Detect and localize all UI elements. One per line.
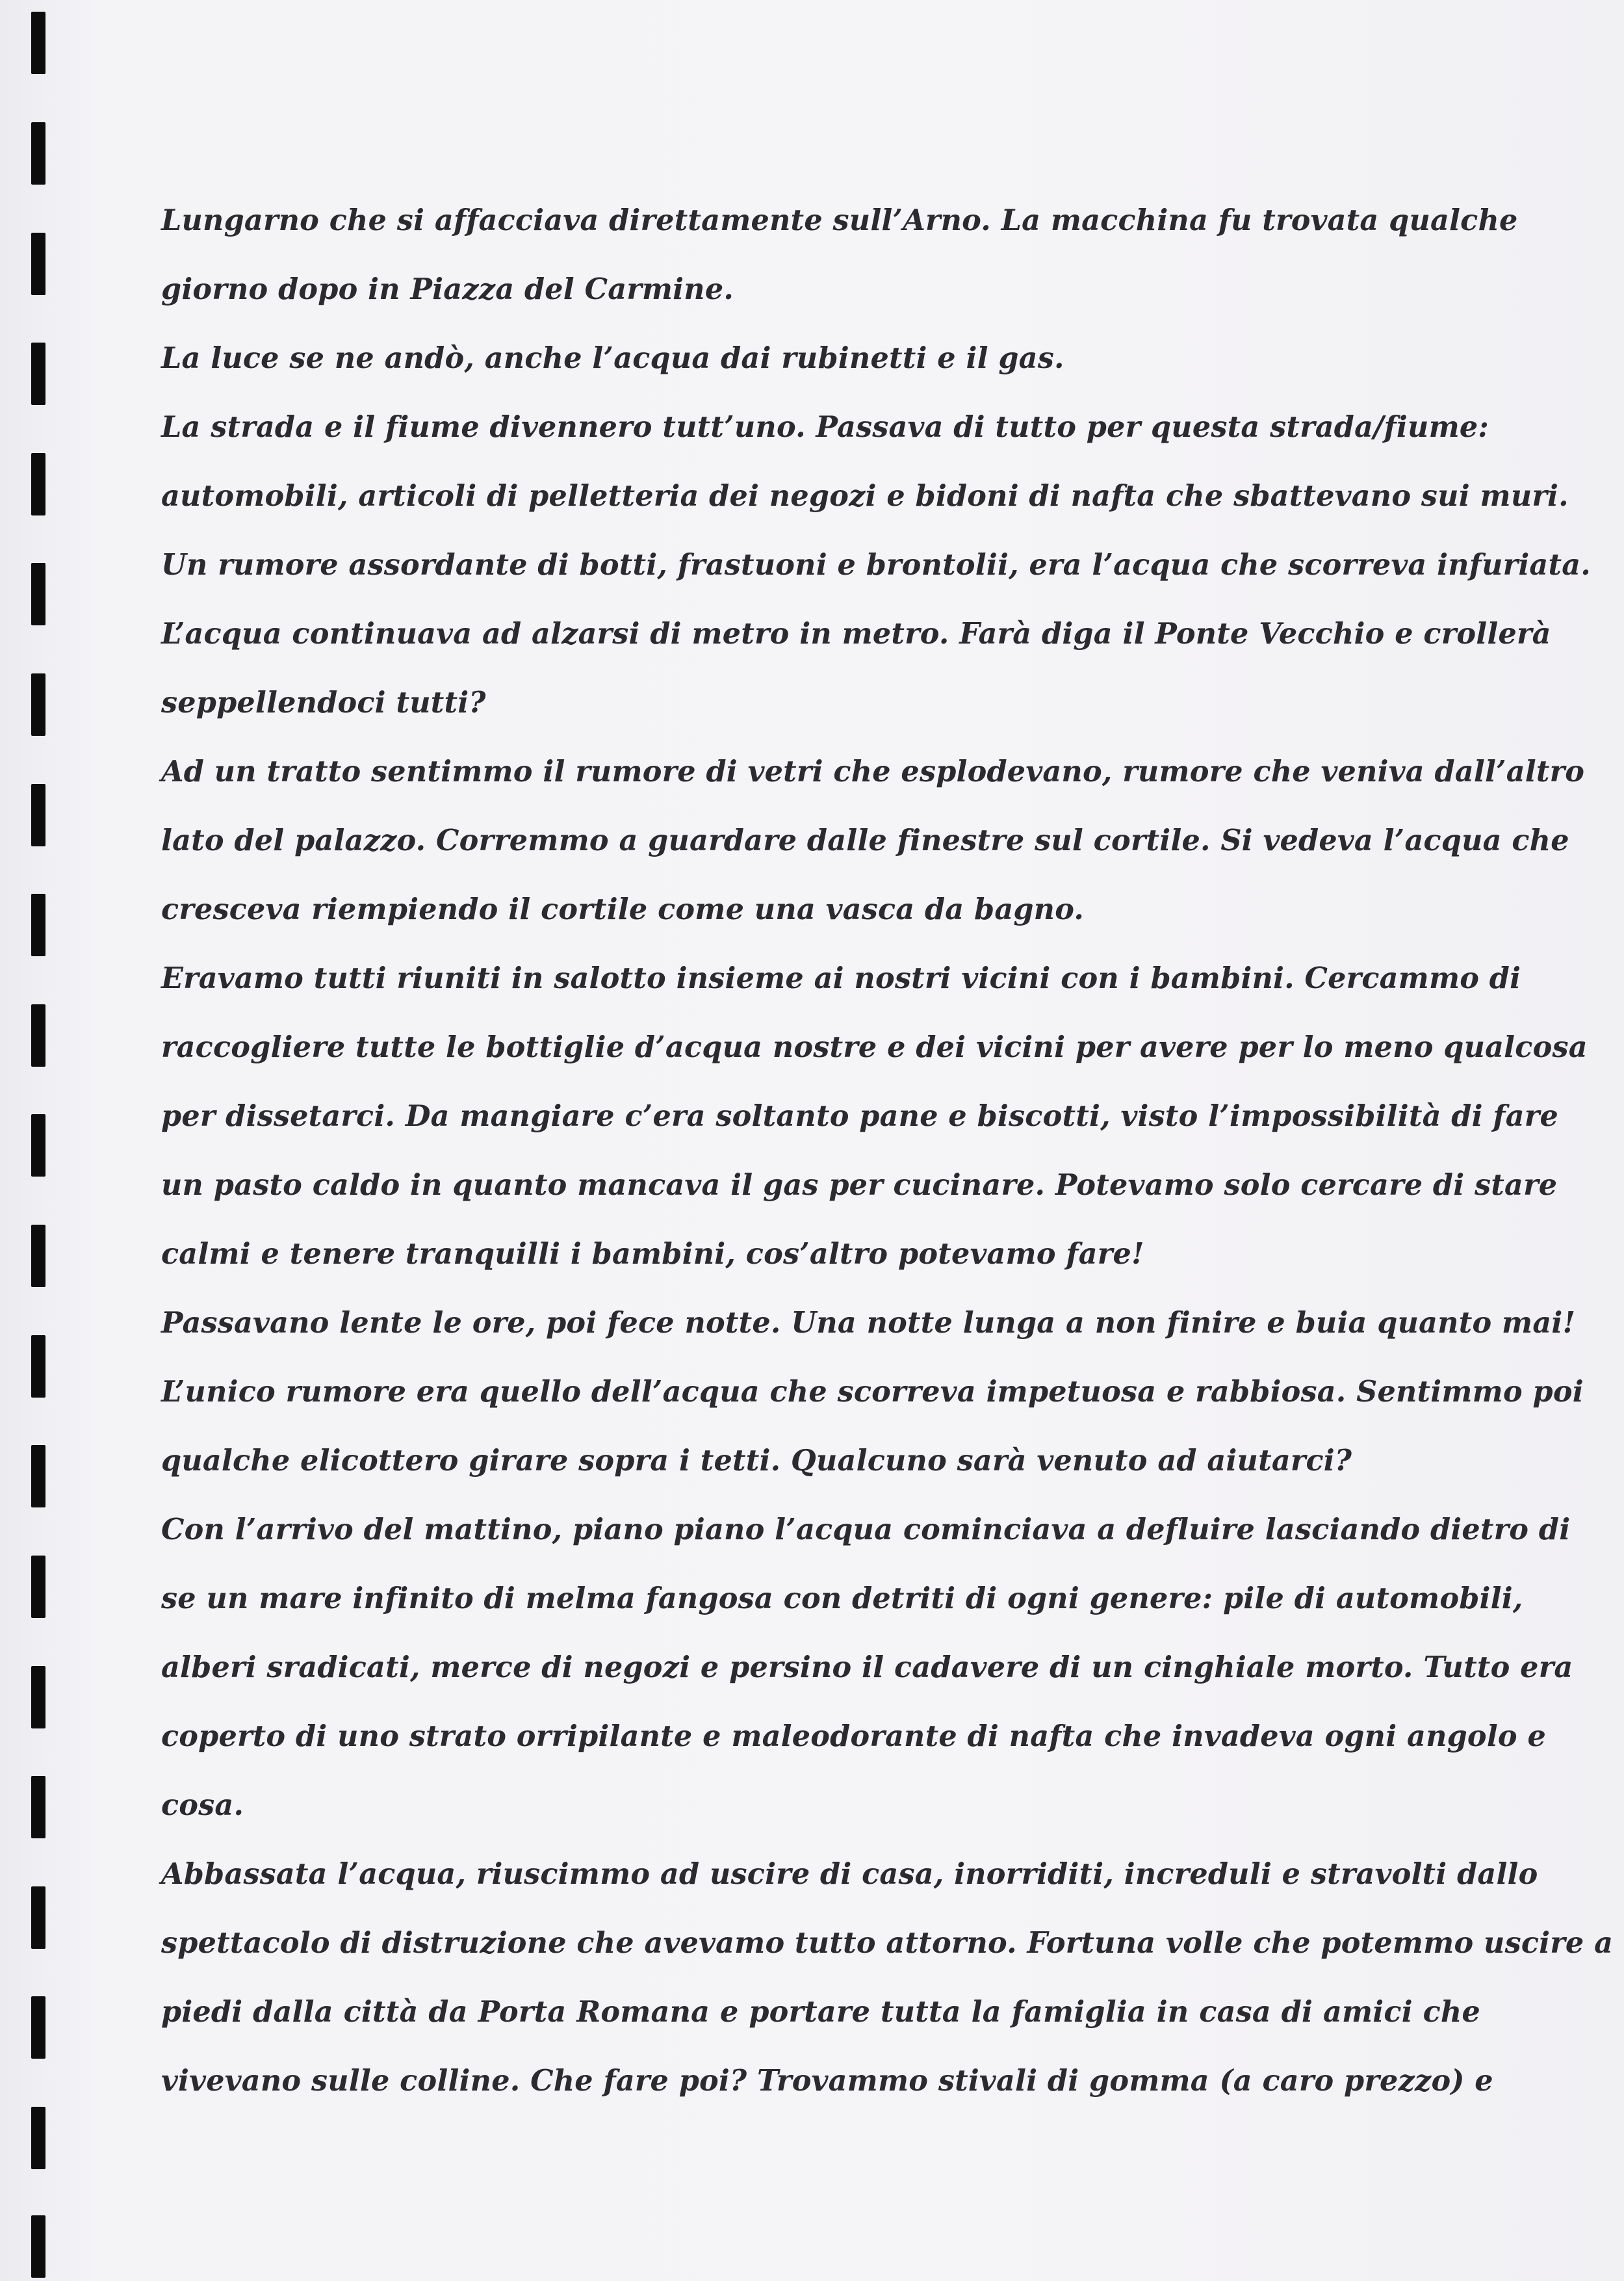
- punch-mark: [31, 453, 45, 515]
- punch-mark: [31, 233, 45, 295]
- punch-mark: [31, 673, 45, 736]
- punch-mark: [31, 12, 45, 74]
- text-line: un pasto caldo in quanto mancava il gas per cucinare. Potevamo solo cercare di stare: [161, 1168, 1558, 1202]
- text-line: coperto di uno strato orripilante e maleodorante di nafta che invadeva ogni angolo e: [161, 1719, 1547, 1753]
- text-line: cresceva riempiendo il cortile come una vasca da bagno.: [161, 893, 1085, 926]
- punch-mark: [31, 1004, 45, 1067]
- text-line: Abbassata l’acqua, riuscimmo ad uscire di casa, inorriditi, increduli e stravolti dallo: [161, 1857, 1538, 1891]
- punch-mark: [31, 1776, 45, 1838]
- punch-mark: [31, 1996, 45, 2059]
- text-line: Un rumore assordante di botti, frastuoni e brontolii, era l’acqua che scorreva infuriata.: [161, 548, 1591, 582]
- text-line: vivevano sulle colline. Che fare poi? Trovammo stivali di gomma (a caro prezzo) e: [161, 2064, 1493, 2098]
- punch-mark: [31, 894, 45, 956]
- text-line: Con l’arrivo del mattino, piano piano l’acqua cominciava a defluire lasciando dietro di: [161, 1513, 1571, 1546]
- text-line: Ad un tratto sentimmo il rumore di vetri che esplodevano, rumore che veniva dall’altro: [161, 755, 1585, 789]
- text-line: lato del palazzo. Corremmo a guardare dalle finestre sul cortile. Si vedeva l’acqua che: [161, 824, 1569, 857]
- punch-mark: [31, 1556, 45, 1618]
- binding-punch-strip: [0, 0, 78, 2281]
- punch-mark: [31, 1886, 45, 1949]
- text-line: seppellendoci tutti?: [161, 686, 486, 720]
- text-line: piedi dalla città da Porta Romana e portare tutta la famiglia in casa di amici che: [161, 1995, 1480, 2029]
- text-line: La luce se ne andò, anche l’acqua dai rubinetti e il gas.: [161, 341, 1064, 375]
- punch-mark: [31, 2107, 45, 2169]
- text-line: giorno dopo in Piazza del Carmine.: [161, 272, 734, 306]
- punch-mark: [31, 2215, 45, 2278]
- text-line: cosa.: [161, 1788, 244, 1822]
- text-line: automobili, articoli di pelletteria dei negozi e bidoni di nafta che sbattevano sui muri.: [161, 479, 1569, 513]
- punch-mark: [31, 1335, 45, 1398]
- handwritten-text-body: [161, 186, 1614, 2115]
- punch-mark: [31, 1445, 45, 1507]
- text-line: Eravamo tutti riuniti in salotto insieme ai nostri vicini con i bambini. Cercammo di: [161, 961, 1521, 995]
- text-line: Passavano lente le ore, poi fece notte. Una notte lunga a non finire e buia quanto mai!: [161, 1306, 1576, 1340]
- punch-mark: [31, 1666, 45, 1728]
- punch-mark: [31, 563, 45, 625]
- text-line: L’acqua continuava ad alzarsi di metro in metro. Farà diga il Ponte Vecchio e crollerà: [161, 617, 1551, 651]
- punch-mark: [31, 122, 45, 185]
- text-line: calmi e tenere tranquilli i bambini, cos’altro potevamo fare!: [161, 1237, 1144, 1271]
- punch-mark: [31, 343, 45, 405]
- text-line: Lungarno che si affacciava direttamente sull’Arno. La macchina fu trovata qualche: [161, 203, 1518, 237]
- punch-mark: [31, 1225, 45, 1287]
- text-line: alberi sradicati, merce di negozi e persino il cadavere di un cinghiale morto. Tutto era: [161, 1650, 1573, 1684]
- text-line: per dissetarci. Da mangiare c’era soltanto pane e biscotti, visto l’impossibilità di fare: [161, 1099, 1558, 1133]
- text-line: La strada e il fiume divennero tutt’uno. Passava di tutto per questa strada/fiume:: [161, 410, 1489, 444]
- punch-mark: [31, 1114, 45, 1177]
- text-line: qualche elicottero girare sopra i tetti. Qualcuno sarà venuto ad aiutarci?: [161, 1444, 1352, 1478]
- text-line: se un mare infinito di melma fangosa con detriti di ogni genere: pile di automobili,: [161, 1582, 1523, 1615]
- punch-mark: [31, 784, 45, 846]
- text-line: spettacolo di distruzione che avevamo tutto attorno. Fortuna volle che potemmo uscire a: [161, 1926, 1614, 1960]
- text-line: L’unico rumore era quello dell’acqua che scorreva impetuosa e rabbiosa. Sentimmo poi: [161, 1375, 1584, 1409]
- text-line: raccogliere tutte le bottiglie d’acqua nostre e dei vicini per avere per lo meno qualcosa: [161, 1030, 1588, 1064]
